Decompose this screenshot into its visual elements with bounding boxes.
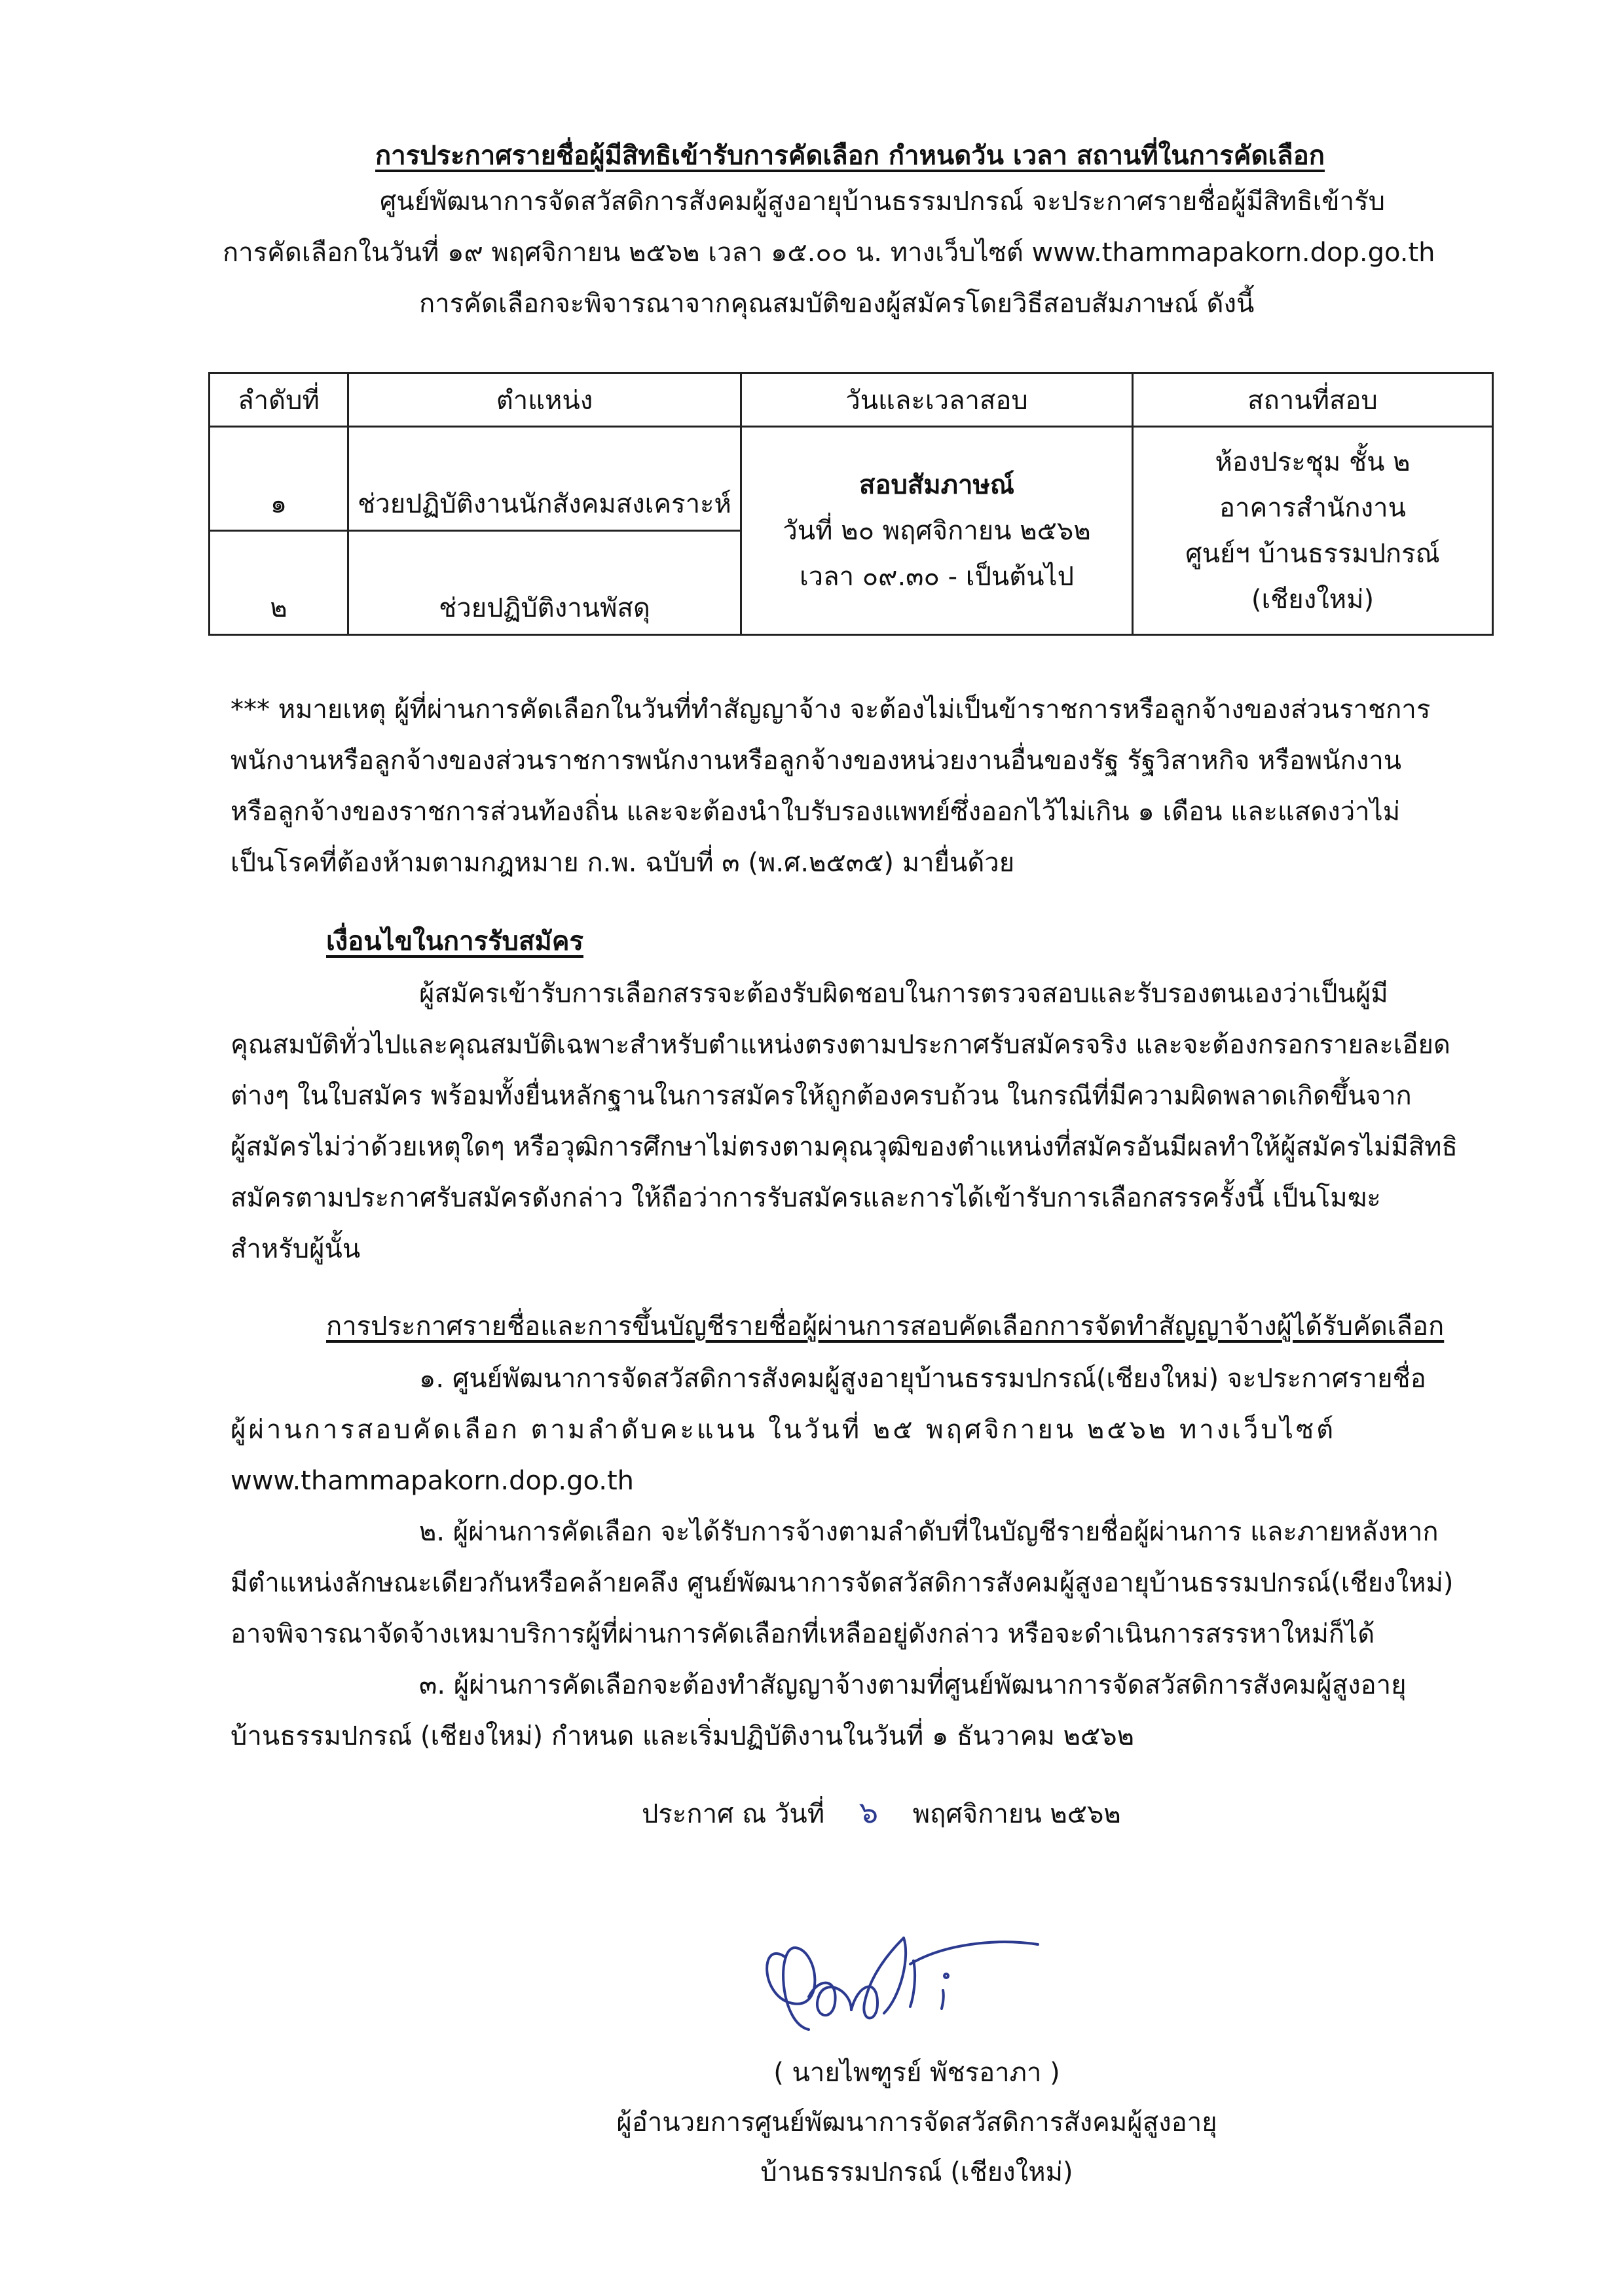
row-position bbox=[348, 531, 741, 635]
conditions-line-5: สมัครตามประกาศรับสมัครดังกล่าว ให้ถือว่าการรับสมัครและการได้เข้ารับการเลือกสรรครั้งนี้ เป็นโมฆะ bbox=[231, 1183, 1381, 1213]
announcement-line-2: การคัดเลือกในวันที่ ๑๙ พฤศจิกายน ๒๕๖๒ เวลา ๑๕.๐๐ น. ทางเว็บไซต์ www.thammapakorn.dop.go.th bbox=[223, 238, 1435, 268]
exam-schedule-table bbox=[208, 372, 1494, 636]
announcement-line-1: ศูนย์พัฒนาการจัดสวัสดิการสังคมผู้สูงอายุบ้านธรรมปกรณ์ จะประกาศรายชื่อผู้มีสิทธิเข้ารับ bbox=[380, 187, 1385, 217]
venue-line: ศูนย์ฯ บ้านธรรมปกรณ์ bbox=[1185, 538, 1440, 569]
conditions-line-2: คุณสมบัติทั่วไปและคุณสมบัติเฉพาะสำหรับตำแหน่งตรงตามประกาศรับสมัครจริง และจะต้องกรอกรายละเอียด bbox=[231, 1030, 1450, 1060]
exam-date: วันที่ ๒๐ พฤศจิกายน ๒๕๖๒ bbox=[783, 515, 1091, 546]
results-line-5: มีตำแหน่งลักษณะเดียวกันหรือคล้ายคลึง ศูนย์พัฒนาการจัดสวัสดิการสังคมผู้สูงอายุบ้านธรรมปกรณ์(เชียงใหม่) bbox=[231, 1568, 1454, 1598]
results-line-2: ผู้ผ่านการสอบคัดเลือก ตามลำดับคะแนน ในวันที่ ๒๕ พฤศจิกายน ๒๕๖๒ ทางเว็บไซต์ bbox=[231, 1415, 1337, 1445]
date-month-year: พฤศจิกายน ๒๕๖๒ bbox=[912, 1799, 1121, 1829]
conditions-line-3: ต่างๆ ในใบสมัคร พร้อมทั้งยื่นหลักฐานในการสมัครให้ถูกต้องครบถ้วน ในกรณีที่มีความผิดพลาดเกิดขึ้นจาก bbox=[231, 1081, 1412, 1111]
signature-image bbox=[747, 1899, 1041, 2049]
venue-line: อาคารสำนักงาน bbox=[1219, 492, 1406, 523]
announcement-line-3: การคัดเลือกจะพิจารณาจากคุณสมบัติของผู้สมัครโดยวิธีสอบสัมภาษณ์ ดังนี้ bbox=[419, 289, 1255, 319]
signatory-name: ( นายไพฑูรย์ พัชรอาภา ) bbox=[773, 2058, 1060, 2088]
results-line-3: www.thammapakorn.dop.go.th bbox=[231, 1466, 634, 1496]
remark-line-1: *** หมายเหตุ ผู้ที่ผ่านการคัดเลือกในวันที่ทำสัญญาจ้าง จะต้องไม่เป็นข้าราชการหรือลูกจ้างของส่วนราชการ bbox=[231, 695, 1431, 725]
table-row bbox=[210, 427, 1493, 531]
results-heading: การประกาศรายชื่อและการขึ้นบัญชีรายชื่อผู้ผ่านการสอบคัดเลือกการจัดทำสัญญาจ้างผู้ได้รับคัดเลือก bbox=[326, 1311, 1445, 1341]
results-line-7: ๓. ผู้ผ่านการคัดเลือกจะต้องทำสัญญาจ้างตามที่ศูนย์พัฒนาการจัดสวัสดิการสังคมผู้สูงอายุ bbox=[419, 1670, 1407, 1700]
header-exam-datetime: วันและเวลาสอบ bbox=[741, 373, 1133, 427]
conditions-heading: เงื่อนไขในการรับสมัคร bbox=[326, 926, 583, 957]
signatory-title-2: บ้านธรรมปกรณ์ (เชียงใหม่) bbox=[760, 2157, 1073, 2187]
date-day: ๖ bbox=[858, 1795, 879, 1830]
remark-line-2: พนักงานหรือลูกจ้างของส่วนราชการพนักงานหรือลูกจ้างของหน่วยงานอื่นของรัฐ รัฐวิสาหกิจ หรือพนักงาน bbox=[231, 746, 1402, 776]
remark-line-4: เป็นโรคที่ต้องห้ามตามกฎหมาย ก.พ. ฉบับที่ ๓ (พ.ศ.๒๕๓๕) มายื่นด้วย bbox=[231, 848, 1015, 878]
header-order: ลำดับที่ bbox=[210, 373, 348, 427]
row-number-text: ๒ bbox=[270, 593, 287, 623]
results-line-4: ๒. ผู้ผ่านการคัดเลือก จะได้รับการจ้างตามลำดับที่ในบัญชีรายชื่อผู้ผ่านการ และภายหลังหาก bbox=[419, 1517, 1439, 1547]
signatory-title-1: ผู้อำนวยการศูนย์พัฒนาการจัดสวัสดิการสังคมผู้สูงอายุ bbox=[616, 2107, 1217, 2138]
date-line bbox=[642, 1795, 1121, 1831]
exam-method: สอบสัมภาษณ์ bbox=[859, 469, 1014, 500]
results-line-6: อาจพิจารณาจัดจ้างเหมาบริการผู้ที่ผ่านการคัดเลือกที่เหลืออยู่ดังกล่าว หรือจะดำเนินการสรรหาใหม่ก็ได้ bbox=[231, 1619, 1375, 1649]
exam-time: เวลา ๐๙.๓๐ - เป็นต้นไป bbox=[799, 561, 1075, 592]
exam-datetime-cell bbox=[741, 427, 1133, 635]
header-exam-venue: สถานที่สอบ bbox=[1133, 373, 1493, 427]
conditions-line-1: ผู้สมัครเข้ารับการเลือกสรรจะต้องรับผิดชอบในการตรวจสอบและรับรองตนเองว่าเป็นผู้มี bbox=[419, 979, 1388, 1009]
results-line-8: บ้านธรรมปกรณ์ (เชียงใหม่) กำหนด และเริ่มปฏิบัติงานในวันที่ ๑ ธันวาคม ๒๕๖๒ bbox=[231, 1721, 1134, 1751]
row-number bbox=[210, 427, 348, 531]
row-number bbox=[210, 531, 348, 635]
results-line-1: ๑. ศูนย์พัฒนาการจัดสวัสดิการสังคมผู้สูงอายุบ้านธรรมปกรณ์(เชียงใหม่) จะประกาศรายชื่อ bbox=[419, 1364, 1426, 1394]
conditions-line-6: สำหรับผู้นั้น bbox=[231, 1234, 361, 1264]
row-number-text: ๑ bbox=[270, 489, 287, 519]
header-position: ตำแหน่ง bbox=[348, 373, 741, 427]
remark-line-3: หรือลูกจ้างของราชการส่วนท้องถิ่น และจะต้องนำใบรับรองแพทย์ซึ่งออกไว้ไม่เกิน ๑ เดือน และแสดงว่าไม่ bbox=[231, 797, 1401, 827]
table-header-row bbox=[210, 373, 1493, 427]
venue-line: ห้องประชุม ชั้น ๒ bbox=[1215, 446, 1411, 477]
announcement-heading: การประกาศรายชื่อผู้มีสิทธิเข้ารับการคัดเลือก กำหนดวัน เวลา สถานที่ในการคัดเลือก bbox=[375, 141, 1325, 171]
date-prefix: ประกาศ ณ วันที่ bbox=[642, 1799, 825, 1829]
exam-venue-cell bbox=[1133, 427, 1493, 635]
row-position-text: ช่วยปฏิบัติงานพัสดุ bbox=[439, 593, 650, 623]
conditions-line-4: ผู้สมัครไม่ว่าด้วยเหตุใดๆ หรือวุฒิการศึกษาไม่ตรงตามคุณวุฒิของตำแหน่งที่สมัครอันมีผลทำให้ผู้สมัครไม่มีสิทธิ bbox=[231, 1132, 1458, 1162]
row-position bbox=[348, 427, 741, 531]
row-position-text: ช่วยปฏิบัติงานนักสังคมสงเคราะห์ bbox=[358, 489, 731, 519]
venue-line: (เชียงใหม่) bbox=[1251, 584, 1375, 615]
